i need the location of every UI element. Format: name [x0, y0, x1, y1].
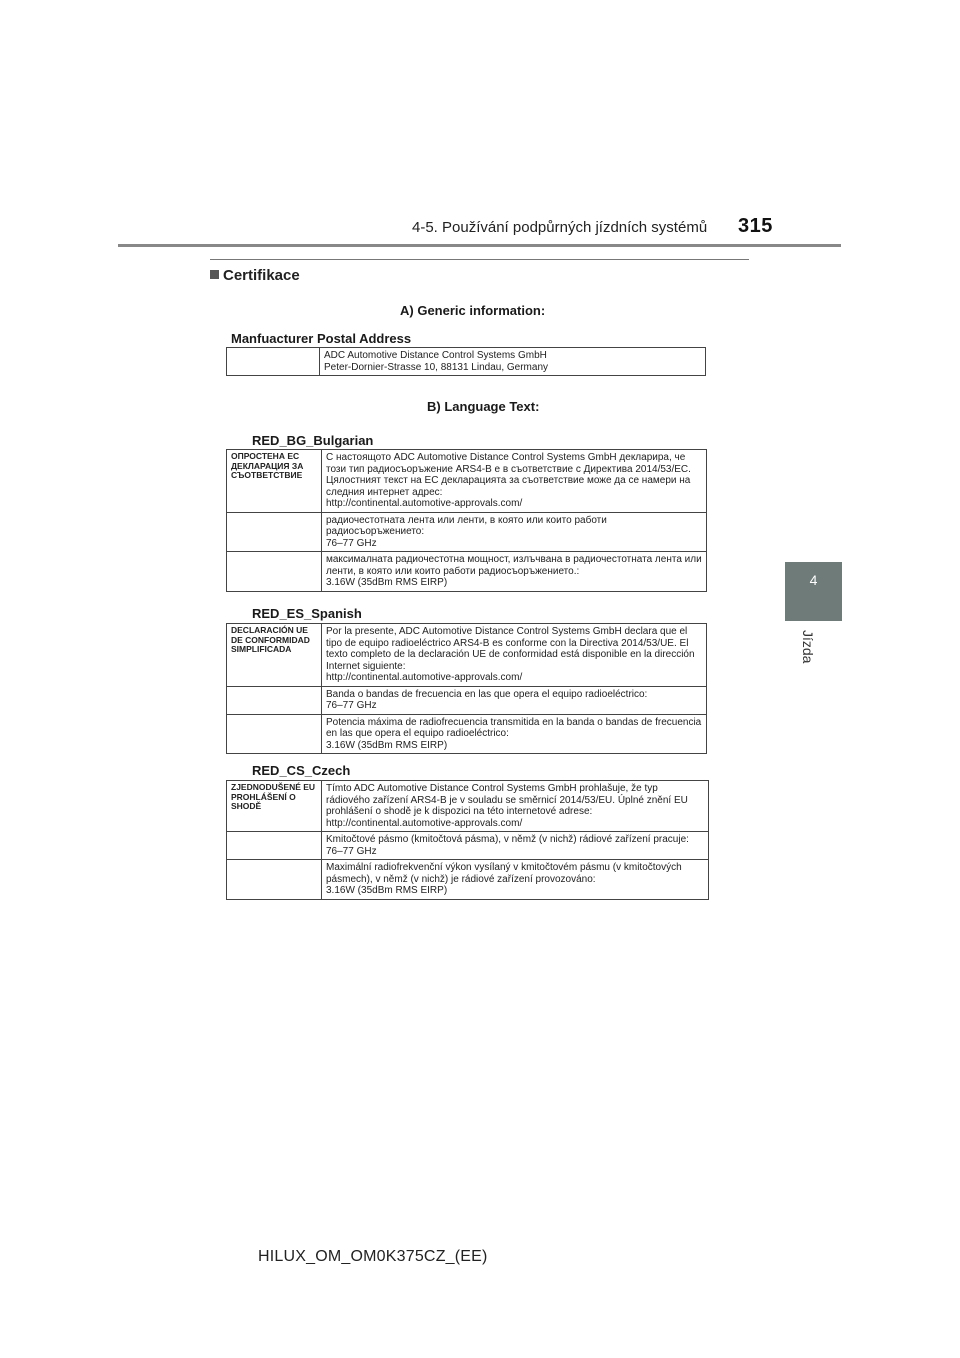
generic-info-heading: A) Generic information: [400, 303, 546, 318]
table-label-cell [227, 860, 322, 900]
table-label-cell [227, 552, 322, 592]
table-row [227, 860, 709, 900]
table-label-cell [227, 714, 322, 754]
declaration-url: http://continental.automotive-approvals.com/ [326, 817, 523, 829]
section-heading [210, 267, 300, 284]
band-text: Banda o bandas de frecuencia en las que opera el equipo radioeléctrico: [326, 688, 648, 700]
document-footer: HILUX_OM_OM0K375CZ_(EE) [258, 1248, 488, 1265]
declaration-cell [322, 781, 709, 832]
manufacturer-line: Peter-Dornier-Strasse 10, 88131 Lindau, Germany [324, 361, 549, 373]
table-label-cell [227, 512, 322, 552]
band-cell [322, 832, 709, 860]
band-value: 76–77 GHz [326, 700, 377, 711]
header-title: 4-5. Používání podpůrných jízdních systémů [412, 219, 708, 236]
power-cell [322, 552, 707, 592]
table-row [227, 450, 707, 513]
power-value: 3.16W (35dBm RMS EIRP) [326, 577, 448, 588]
header-divider [118, 244, 841, 247]
czech-heading: RED_CS_Czech [252, 763, 351, 778]
band-cell [322, 512, 707, 552]
page-number: 315 [738, 215, 773, 237]
declaration-cell [322, 624, 707, 687]
manufacturer-table [226, 347, 706, 376]
spanish-heading: RED_ES_Spanish [252, 606, 362, 621]
chapter-number: 4 [809, 572, 818, 588]
table-row [227, 512, 707, 552]
power-text: Maximální radiofrekvenční výkon vysílaný v kmitočtovém pásmu (v kmitočtových pásmech), v němž (v nichž) je rádiové zařízení provozováno: [326, 862, 682, 885]
czech-table [226, 780, 709, 900]
manufacturer-line: ADC Automotive Distance Control Systems GmbH [324, 350, 547, 361]
chapter-label: Jízda [800, 630, 816, 664]
power-value: 3.16W (35dBm RMS EIRP) [326, 739, 448, 751]
table-row [227, 781, 709, 832]
declaration-cell [322, 450, 707, 513]
table-value-cell [320, 348, 706, 376]
table-row [227, 624, 707, 687]
power-text: максималната радиочестотна мощност, излъчвана в радиочестотната лента или ленти, в която или които работи радиосъоръжението.: [326, 554, 702, 577]
spanish-table [226, 623, 707, 754]
power-value: 3.16W (35dBm RMS EIRP) [326, 885, 448, 896]
band-value: 76–77 GHz [326, 845, 377, 857]
band-cell [322, 686, 707, 714]
table-row [227, 832, 709, 860]
declaration-url: http://continental.automotive-approvals.com/ [326, 498, 523, 509]
table-row [227, 552, 707, 592]
declaration-url: http://continental.automotive-approvals.com/ [326, 672, 523, 683]
section-title: Certifikace [223, 267, 300, 284]
language-heading: B) Language Text: [427, 399, 540, 414]
declaration-text: С настоящото ADC Automotive Distance Control Systems GmbH декларира, че този тип радиосъоръжение ARS4-B е в съответствие с Директива 2014/53/ЕС. Цялостният текст на ЕС декларацията за съответствие може да се намери на следния интернет адрес: [326, 452, 691, 498]
power-cell [322, 860, 709, 900]
power-text: Potencia máxima de radiofrecuencia transmitida en la banda o bandas de frecuencia en las que opera el equipo radioeléctrico: [326, 716, 702, 739]
table-label-cell [227, 832, 322, 860]
declaration-label: DECLARACIÓN UE DE CONFORMIDAD SIMPLIFICADA [227, 624, 322, 687]
declaration-label: ZJEDNODUŠENÉ EU PROHLÁŠENÍ O SHODĚ [227, 781, 322, 832]
band-text: радиочестотната лента или ленти, в която или които работи радиосъоръжението: [326, 514, 607, 537]
declaration-text: Por la presente, ADC Automotive Distance Control Systems GmbH declara que el tipo de equipo radioeléctrico ARS4-B es conforme con la Directiva 2014/53/UE. El texto completo de la declaración UE de conformidad está disponible en la dirección Internet siguiente: [326, 626, 695, 672]
power-cell [322, 714, 707, 754]
band-text: Kmitočtové pásmo (kmitočtová pásma), v němž (v nichž) rádiové zařízení pracuje: [326, 834, 689, 845]
manufacturer-heading: Manfuacturer Postal Address [231, 331, 412, 346]
table-label-cell [227, 348, 320, 376]
bullet-square-icon [210, 270, 219, 279]
table-label-cell [227, 686, 322, 714]
declaration-label: ОПРОСТЕНА ЕС ДЕКЛАРАЦИЯ ЗА СЪОТВЕТСТВИЕ [227, 450, 322, 513]
band-value: 76–77 GHz [326, 537, 377, 549]
table-row [227, 348, 706, 376]
declaration-text: Tímto ADC Automotive Distance Control Systems GmbH prohlašuje, že typ rádiového zařízení ARS4-B je v souladu se směrnicí 2014/53/EU. Úplné znění EU prohlášení o shodě je k dispozici na této internetové adrese: [326, 783, 688, 817]
chapter-tab [785, 562, 842, 621]
table-row [227, 714, 707, 754]
section-divider [210, 259, 749, 260]
table-row [227, 686, 707, 714]
bulgarian-table [226, 449, 707, 592]
bulgarian-heading: RED_BG_Bulgarian [252, 433, 374, 448]
